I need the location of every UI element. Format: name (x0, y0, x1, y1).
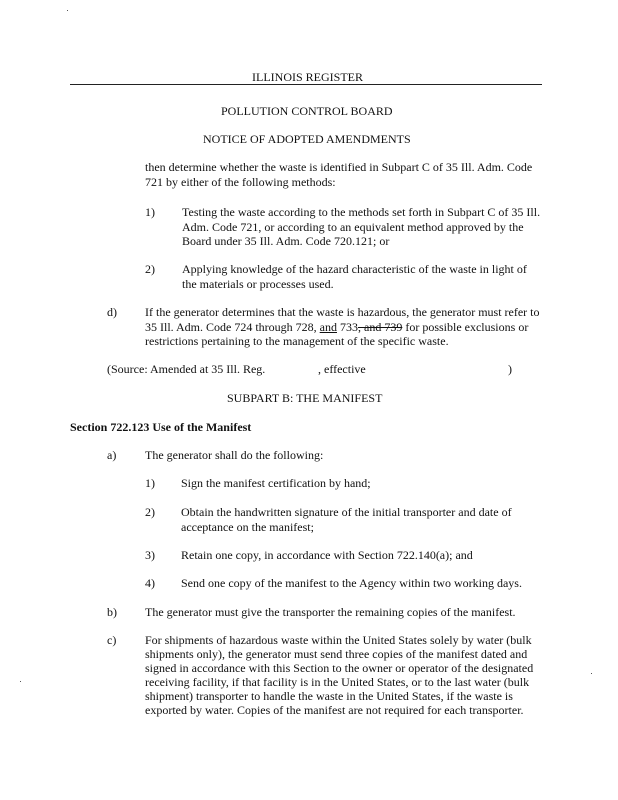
para-d-text-b: for possible exclusions or restrictions pertaining to the management of the specific waste. (145, 319, 529, 348)
source-close: ) (508, 362, 512, 376)
para-d-text (145, 305, 540, 349)
para-d-deleted: , and 739 (358, 319, 403, 334)
item-1-number: 1) (145, 476, 155, 490)
para-c-label: c) (107, 633, 117, 647)
para-a-intro: The generator shall do the following: (145, 448, 324, 462)
para-d-label: d) (107, 305, 117, 319)
source-prefix: (Source: Amended at 35 Ill. Reg. (107, 362, 266, 376)
item-4-text: Send one copy of the manifest to the Agency within two working days. (181, 576, 522, 590)
item-3-number: 3) (145, 548, 155, 562)
header-rule (70, 84, 542, 85)
para-b-text: The generator must give the transporter the remaining copies of the manifest. (145, 605, 516, 619)
para-a-label: a) (107, 448, 117, 462)
method-2-text: Applying knowledge of the hazard characteristic of the waste in light of the materials or processes used. (182, 262, 527, 291)
para-c-line-4: receiving facility, if that facility is in the United States, or to the last water (bulk (145, 675, 530, 689)
source-effective: , effective (318, 362, 366, 376)
para-d-text-mid: 733 (337, 319, 358, 334)
item-2-text: Obtain the handwritten signature of the initial transporter and date of acceptance on the manifest; (181, 505, 512, 534)
para-d-inserted: and (319, 319, 337, 334)
para-c-line-2: shipments only), the generator must send three copies of the manifest dated and (145, 647, 528, 661)
para-c-line-5: shipment) transporter to handle the waste in the United States, if the waste is (145, 689, 513, 703)
item-2-number: 2) (145, 505, 155, 519)
board-title: POLLUTION CONTROL BOARD (221, 104, 393, 118)
notice-title: NOTICE OF ADOPTED AMENDMENTS (203, 132, 411, 146)
item-4-number: 4) (145, 576, 155, 590)
para-c-line-6: exported by water. Copies of the manifest are not required for each transporter. (145, 703, 524, 717)
para-b-label: b) (107, 605, 117, 619)
para-c-line-1: For shipments of hazardous waste within the United States solely by water (bulk (145, 633, 532, 647)
item-1-text: Sign the manifest certification by hand; (181, 476, 371, 490)
scan-speck (67, 10, 68, 11)
para-c-line-3: signed in accordance with this Section to the owner or operator of the designated (145, 661, 534, 675)
para-d-text-a: If the generator determines that the waste is hazardous, the generator must refer to 35 Ill. Adm. Code 724 through 728, (145, 305, 540, 334)
method-2-number: 2) (145, 262, 155, 276)
method-1-number: 1) (145, 205, 155, 219)
subpart-title: SUBPART B: THE MANIFEST (227, 391, 383, 405)
register-title: ILLINOIS REGISTER (252, 70, 363, 84)
intro-paragraph: then determine whether the waste is identified in Subpart C of 35 Ill. Adm. Code 721 by either of the following methods: (145, 160, 533, 189)
item-3-text: Retain one copy, in accordance with Section 722.140(a); and (181, 548, 473, 562)
method-1-text: Testing the waste according to the methods set forth in Subpart C of 35 Ill. Adm. Code 721, or according to an equivalent method approved by the Board under 35 Ill. Adm. Code 720.121; or (182, 205, 541, 248)
scan-speck (591, 673, 592, 674)
section-heading: Section 722.123 Use of the Manifest (70, 420, 252, 434)
scan-speck (20, 681, 21, 682)
